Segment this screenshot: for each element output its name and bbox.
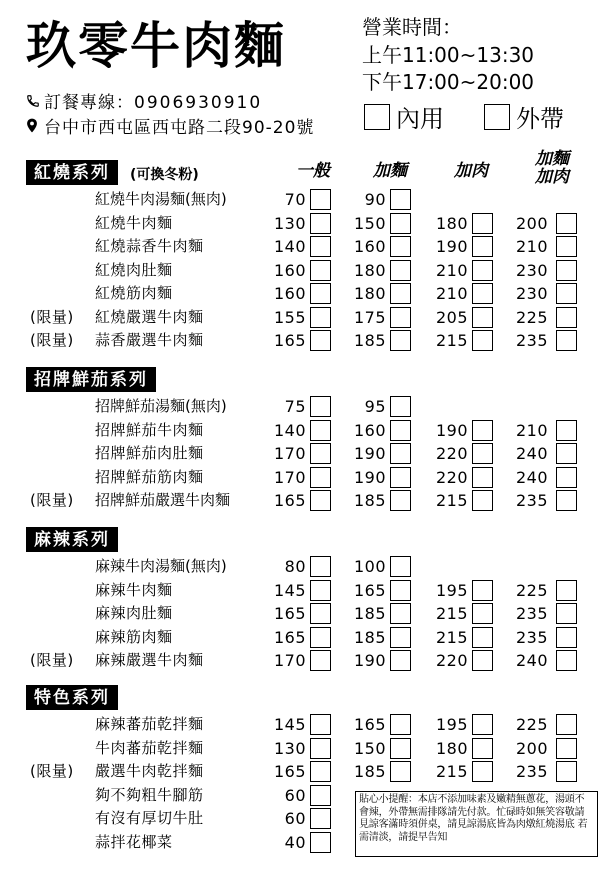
phone-line	[26, 88, 262, 113]
item-price: 190	[436, 237, 469, 256]
order-checkbox[interactable]	[472, 443, 493, 464]
item-name: 麻辣牛肉麵	[95, 580, 173, 599]
menu-item	[0, 737, 614, 760]
menu-item	[0, 579, 614, 602]
order-checkbox[interactable]	[556, 761, 577, 782]
item-price: 70	[284, 190, 306, 209]
item-price: 180	[436, 213, 469, 233]
item-price: 130	[274, 213, 307, 233]
item-name: 有沒有厚切牛肚	[95, 809, 204, 827]
item-price: 170	[274, 651, 307, 670]
item-price: 200	[516, 213, 549, 233]
section-title: 特色系列	[26, 685, 118, 710]
item-price: 165	[274, 604, 307, 623]
item-price: 235	[516, 491, 549, 510]
order-checkbox[interactable]	[390, 627, 411, 648]
menu-item	[0, 649, 614, 672]
item-name: 紅燒筋肉麵	[95, 284, 173, 302]
order-checkbox[interactable]	[310, 714, 331, 735]
order-checkbox[interactable]	[310, 189, 331, 210]
order-checkbox[interactable]	[310, 283, 331, 304]
order-checkbox[interactable]	[310, 260, 331, 281]
order-checkbox[interactable]	[390, 420, 411, 441]
item-price: 140	[274, 237, 307, 256]
item-price: 40	[284, 832, 306, 852]
order-checkbox[interactable]	[472, 761, 493, 782]
menu-item	[0, 259, 614, 282]
order-checkbox[interactable]	[310, 467, 331, 488]
item-name: 招牌鮮茄湯麵(無肉)	[95, 397, 227, 415]
section-title: 招牌鮮茄系列	[26, 367, 156, 392]
item-name: 紅燒蒜香牛肉麵	[95, 237, 204, 255]
order-checkbox[interactable]	[310, 808, 331, 829]
order-checkbox[interactable]	[310, 627, 331, 648]
item-name: 夠不夠粗牛腳筋	[95, 785, 204, 804]
menu-item	[0, 760, 614, 783]
item-price: 170	[274, 467, 307, 487]
item-price: 185	[354, 331, 387, 350]
order-checkbox[interactable]	[310, 603, 331, 624]
menu-item	[0, 329, 614, 352]
order-checkbox[interactable]	[472, 603, 493, 624]
order-checkbox[interactable]	[390, 580, 411, 601]
item-price: 60	[284, 785, 306, 805]
item-price: 210	[516, 420, 549, 440]
order-checkbox[interactable]	[472, 738, 493, 759]
order-checkbox[interactable]	[310, 556, 331, 577]
limited-tag: (限量)	[30, 762, 74, 780]
order-checkbox[interactable]	[556, 236, 577, 257]
order-checkbox[interactable]	[472, 307, 493, 328]
item-price: 215	[436, 604, 469, 623]
item-name: 麻辣嚴選牛肉麵	[95, 651, 204, 669]
order-checkbox[interactable]	[556, 283, 577, 304]
item-price: 175	[354, 307, 387, 327]
item-price: 195	[436, 580, 469, 600]
menu-item	[0, 626, 614, 649]
limited-tag: (限量)	[30, 651, 74, 669]
item-price: 190	[354, 467, 387, 487]
order-checkbox[interactable]	[310, 832, 331, 853]
item-price: 185	[354, 627, 387, 647]
item-price: 165	[274, 331, 307, 350]
order-checkbox[interactable]	[556, 580, 577, 601]
item-price: 95	[364, 397, 386, 416]
item-name: 紅燒嚴選牛肉麵	[95, 307, 204, 326]
dine-in-label: 內用	[396, 105, 444, 133]
order-checkbox[interactable]	[556, 213, 577, 234]
item-price: 185	[354, 762, 387, 781]
order-checkbox[interactable]	[472, 260, 493, 281]
order-checkbox[interactable]	[310, 761, 331, 782]
item-price: 210	[436, 260, 469, 280]
order-checkbox[interactable]	[472, 490, 493, 511]
order-checkbox[interactable]	[472, 650, 493, 671]
item-name: 蒜香嚴選牛肉麵	[95, 331, 204, 349]
item-price: 160	[274, 260, 307, 280]
order-checkbox[interactable]	[472, 714, 493, 735]
item-price: 60	[284, 809, 306, 828]
item-price: 90	[364, 190, 386, 209]
item-price: 230	[516, 260, 549, 280]
hours-am: 上午11:00~13:30	[362, 43, 535, 67]
item-name: 紅燒牛肉湯麵(無肉)	[95, 190, 227, 208]
order-checkbox[interactable]	[310, 420, 331, 441]
item-price: 180	[436, 738, 469, 758]
order-checkbox[interactable]	[472, 330, 493, 351]
item-price: 220	[436, 467, 469, 487]
order-checkbox[interactable]	[310, 307, 331, 328]
order-checkbox[interactable]	[556, 650, 577, 671]
item-price: 150	[354, 213, 387, 233]
item-price: 165	[354, 580, 387, 600]
col-header-extra-noodle: 加麵	[373, 161, 407, 181]
order-checkbox[interactable]	[556, 420, 577, 441]
order-checkbox[interactable]	[556, 714, 577, 735]
item-price: 235	[516, 331, 549, 350]
item-price: 225	[516, 715, 549, 734]
item-price: 160	[354, 420, 387, 440]
section-title: 麻辣系列	[26, 527, 118, 552]
order-checkbox[interactable]	[310, 785, 331, 806]
order-checkbox[interactable]	[310, 330, 331, 351]
item-price: 185	[354, 604, 387, 623]
order-checkbox[interactable]	[556, 490, 577, 511]
order-checkbox[interactable]	[390, 467, 411, 488]
menu-item	[0, 602, 614, 625]
item-price: 165	[274, 762, 307, 781]
item-name: 蒜拌花椰菜	[95, 832, 173, 851]
menu-item	[0, 395, 614, 418]
order-checkbox[interactable]	[472, 627, 493, 648]
col-header-extra-meat: 加肉	[454, 161, 488, 181]
item-price: 165	[274, 491, 307, 510]
address: 台中市西屯區西屯路二段90-20號	[44, 118, 315, 138]
hours-pm: 下午17:00~20:00	[362, 70, 535, 94]
order-checkbox[interactable]	[310, 213, 331, 234]
order-checkbox[interactable]	[472, 236, 493, 257]
phone-icon	[26, 94, 44, 112]
order-checkbox[interactable]	[390, 443, 411, 464]
item-price: 155	[274, 307, 307, 327]
item-name: 麻辣牛肉湯麵(無肉)	[95, 557, 227, 575]
order-checkbox[interactable]	[310, 580, 331, 601]
order-checkbox[interactable]	[390, 330, 411, 351]
item-price: 100	[354, 557, 387, 576]
menu-item	[0, 555, 614, 578]
item-price: 225	[516, 580, 549, 600]
item-price: 235	[516, 762, 549, 781]
item-name: 招牌鮮茄肉肚麵	[95, 444, 204, 462]
takeout-label: 外帶	[516, 105, 564, 133]
order-checkbox[interactable]	[390, 556, 411, 577]
item-price: 180	[354, 284, 387, 303]
order-checkbox[interactable]	[556, 627, 577, 648]
order-checkbox[interactable]	[390, 260, 411, 281]
limited-tag: (限量)	[30, 491, 74, 509]
order-checkbox[interactable]	[472, 283, 493, 304]
dine-in-option[interactable]	[364, 99, 444, 134]
order-checkbox[interactable]	[310, 490, 331, 511]
item-price: 195	[436, 715, 469, 734]
item-price: 170	[274, 444, 307, 463]
takeout-checkbox[interactable]	[484, 104, 510, 130]
item-price: 225	[516, 307, 549, 327]
item-price: 165	[274, 627, 307, 647]
col-header-regular: 一般	[296, 161, 330, 181]
item-price: 220	[436, 444, 469, 463]
order-checkbox[interactable]	[390, 307, 411, 328]
item-name: 麻辣蕃茄乾拌麵	[95, 715, 204, 733]
order-checkbox[interactable]	[472, 213, 493, 234]
menu-item	[0, 442, 614, 465]
item-price: 215	[436, 627, 469, 647]
order-checkbox[interactable]	[390, 189, 411, 210]
item-name: 招牌鮮茄嚴選牛肉麵	[95, 491, 231, 509]
order-checkbox[interactable]	[556, 443, 577, 464]
item-price: 220	[436, 651, 469, 670]
item-price: 145	[274, 580, 307, 600]
item-price: 145	[274, 715, 307, 734]
item-name: 麻辣筋肉麵	[95, 627, 173, 646]
order-checkbox[interactable]	[310, 236, 331, 257]
section-title: 紅燒系列	[26, 160, 118, 185]
address-line	[26, 113, 314, 138]
dine-in-checkbox[interactable]	[364, 104, 390, 130]
menu-item	[0, 306, 614, 329]
item-price: 215	[436, 491, 469, 510]
order-checkbox[interactable]	[556, 467, 577, 488]
item-price: 130	[274, 738, 307, 758]
order-checkbox[interactable]	[390, 738, 411, 759]
map-pin-icon	[26, 118, 44, 137]
item-price: 205	[436, 307, 469, 327]
item-price: 215	[436, 331, 469, 350]
menu-item	[0, 282, 614, 305]
item-price: 165	[354, 715, 387, 734]
order-checkbox[interactable]	[390, 714, 411, 735]
item-name: 牛肉蕃茄乾拌麵	[95, 738, 204, 757]
item-price: 230	[516, 284, 549, 303]
menu-item	[0, 188, 614, 211]
item-price: 210	[436, 284, 469, 303]
order-checkbox[interactable]	[390, 603, 411, 624]
item-price: 190	[354, 444, 387, 463]
section-note: (可換冬粉)	[130, 167, 199, 183]
order-checkbox[interactable]	[390, 490, 411, 511]
menu-item	[0, 713, 614, 736]
item-name: 招牌鮮茄筋肉麵	[95, 467, 204, 486]
item-name: 紅燒牛肉麵	[95, 213, 173, 232]
item-price: 75	[284, 397, 306, 416]
item-price: 140	[274, 420, 307, 440]
item-price: 190	[354, 651, 387, 670]
order-checkbox[interactable]	[390, 650, 411, 671]
order-checkbox[interactable]	[472, 420, 493, 441]
item-name: 嚴選牛肉乾拌麵	[95, 762, 204, 780]
order-checkbox[interactable]	[390, 213, 411, 234]
menu-item	[0, 489, 614, 512]
item-price: 150	[354, 738, 387, 758]
order-checkbox[interactable]	[556, 738, 577, 759]
hours-title: 營業時間：	[362, 15, 462, 39]
order-checkbox[interactable]	[310, 396, 331, 417]
item-price: 200	[516, 738, 549, 758]
order-checkbox[interactable]	[310, 443, 331, 464]
item-price: 235	[516, 627, 549, 647]
item-name: 紅燒肉肚麵	[95, 260, 173, 279]
order-checkbox[interactable]	[310, 738, 331, 759]
menu-item	[0, 419, 614, 442]
item-price: 160	[354, 237, 387, 256]
item-name: 麻辣肉肚麵	[95, 604, 173, 622]
item-price: 215	[436, 762, 469, 781]
order-checkbox[interactable]	[472, 467, 493, 488]
item-price: 160	[274, 284, 307, 303]
takeout-option[interactable]	[484, 99, 564, 134]
item-price: 180	[354, 260, 387, 280]
item-price: 190	[436, 420, 469, 440]
item-price: 80	[284, 557, 306, 576]
item-price: 240	[516, 651, 549, 670]
limited-tag: (限量)	[30, 307, 74, 326]
limited-tag: (限量)	[30, 331, 74, 349]
order-checkbox[interactable]	[472, 580, 493, 601]
item-name: 招牌鮮茄牛肉麵	[95, 420, 204, 439]
order-checkbox[interactable]	[310, 650, 331, 671]
item-price: 240	[516, 444, 549, 463]
order-checkbox[interactable]	[556, 603, 577, 624]
item-price: 185	[354, 491, 387, 510]
menu-item	[0, 235, 614, 258]
order-checkbox[interactable]	[556, 330, 577, 351]
item-price: 235	[516, 604, 549, 623]
order-checkbox[interactable]	[390, 396, 411, 417]
brand-logo: 玖零牛肉麵	[26, 16, 286, 75]
item-price: 210	[516, 237, 549, 256]
order-checkbox[interactable]	[390, 283, 411, 304]
order-checkbox[interactable]	[556, 307, 577, 328]
order-checkbox[interactable]	[390, 236, 411, 257]
col-header-extra-both: 加麵 加肉	[535, 149, 569, 187]
phone-label: 訂餐專線：	[44, 93, 134, 113]
tips-box: 貼心小提醒：本店不添加味素及嫩精無蔥花，湯頭不會辣，外帶無需排隊請先付款。忙碌時如無笑容敬請見諒客滿時須併桌，請見諒湯底皆為肉燉紅燒湯底 若需清淡，請提早告知	[355, 791, 598, 857]
order-checkbox[interactable]	[390, 761, 411, 782]
order-checkbox[interactable]	[556, 260, 577, 281]
menu-item	[0, 466, 614, 489]
item-price: 240	[516, 467, 549, 487]
phone-number: 0906930910	[134, 93, 263, 113]
menu-item	[0, 212, 614, 235]
